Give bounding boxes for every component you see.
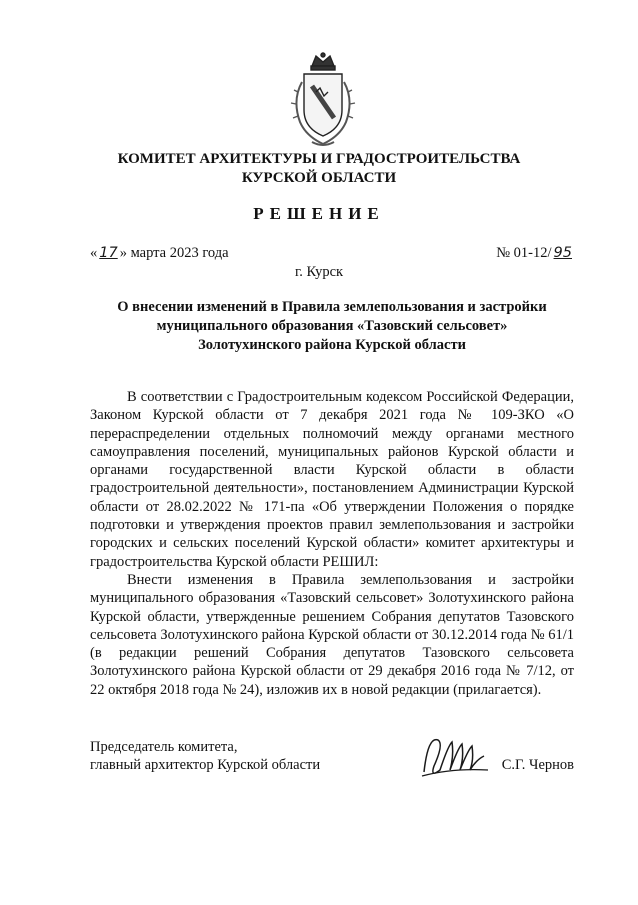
number-prefix: № 01-12/ — [496, 245, 552, 261]
signatory-role-line1: Председатель комитета, — [90, 739, 238, 755]
signatory-name: С.Г. Чернов — [501, 757, 574, 773]
decision-subject — [90, 298, 574, 355]
subject-line3: Золотухинского района Курской области — [198, 337, 466, 353]
organization-name-line1: КОМИТЕТ АРХИТЕКТУРЫ И ГРАДОСТРОИТЕЛЬСТВА — [117, 151, 521, 167]
date-month-year: » марта 2023 года — [119, 245, 229, 261]
city: г. Курск — [294, 264, 344, 280]
handwritten-day: 17 — [99, 245, 118, 261]
signatory-role — [90, 738, 320, 775]
signature-block — [90, 738, 574, 788]
decision-date — [90, 244, 229, 262]
decision-number — [496, 244, 574, 262]
organization-name — [0, 150, 638, 188]
decision-body — [90, 388, 574, 699]
body-paragraph-1: В соответствии с Градостроительным кодексом Российской Федерации, Законом Курской области от 7 декабря 2021 года № 109-ЗКО «О перераспределении отдельных полномочий между органами местного самоуправления поселений, муниципальных районов Курской области и органами государственной власти Курской области в области градостроительной деятельности», постановлением Администрации Курской области от 28.02.2022 № 171-па «Об утверждении Положения о порядке подготовки и утверждения проектов правил землепользования и застройки городских и сельских поселений Курской области» комитет архитектуры и градостроительства Курской области РЕШИЛ: — [90, 389, 574, 570]
subject-line1: О внесении изменений в Правила землепользования и застройки — [117, 299, 547, 315]
document-type-title: РЕШЕНИЕ — [253, 204, 385, 223]
handwritten-signature-icon — [418, 726, 490, 786]
coat-of-arms-icon — [290, 52, 356, 150]
date-open-quote: « — [90, 245, 98, 261]
organization-name-line2: КУРСКОЙ ОБЛАСТИ — [241, 170, 397, 186]
handwritten-number: 95 — [553, 245, 572, 261]
subject-line2: муниципального образования «Тазовский сельсовет» — [156, 318, 508, 334]
signatory-role-line2: главный архитектор Курской области — [90, 757, 321, 774]
body-paragraph-2: Внести изменения в Правила землепользования и застройки муниципального образования «Тазовский сельсовет» Золотухинского района Курской области, утвержденные решением Собрания депутатов Тазовского сельсовета Золотухинского района Курской области от 30.12.2014 года № 61/1 (в редакции решений Собрания депутатов Тазовского сельсовета Золотухинского района Курской области от 29 декабря 2016 года № 7/12, от 22 октября 2018 года № 24), изложив их в новой редакции (прилагается). — [90, 571, 574, 698]
